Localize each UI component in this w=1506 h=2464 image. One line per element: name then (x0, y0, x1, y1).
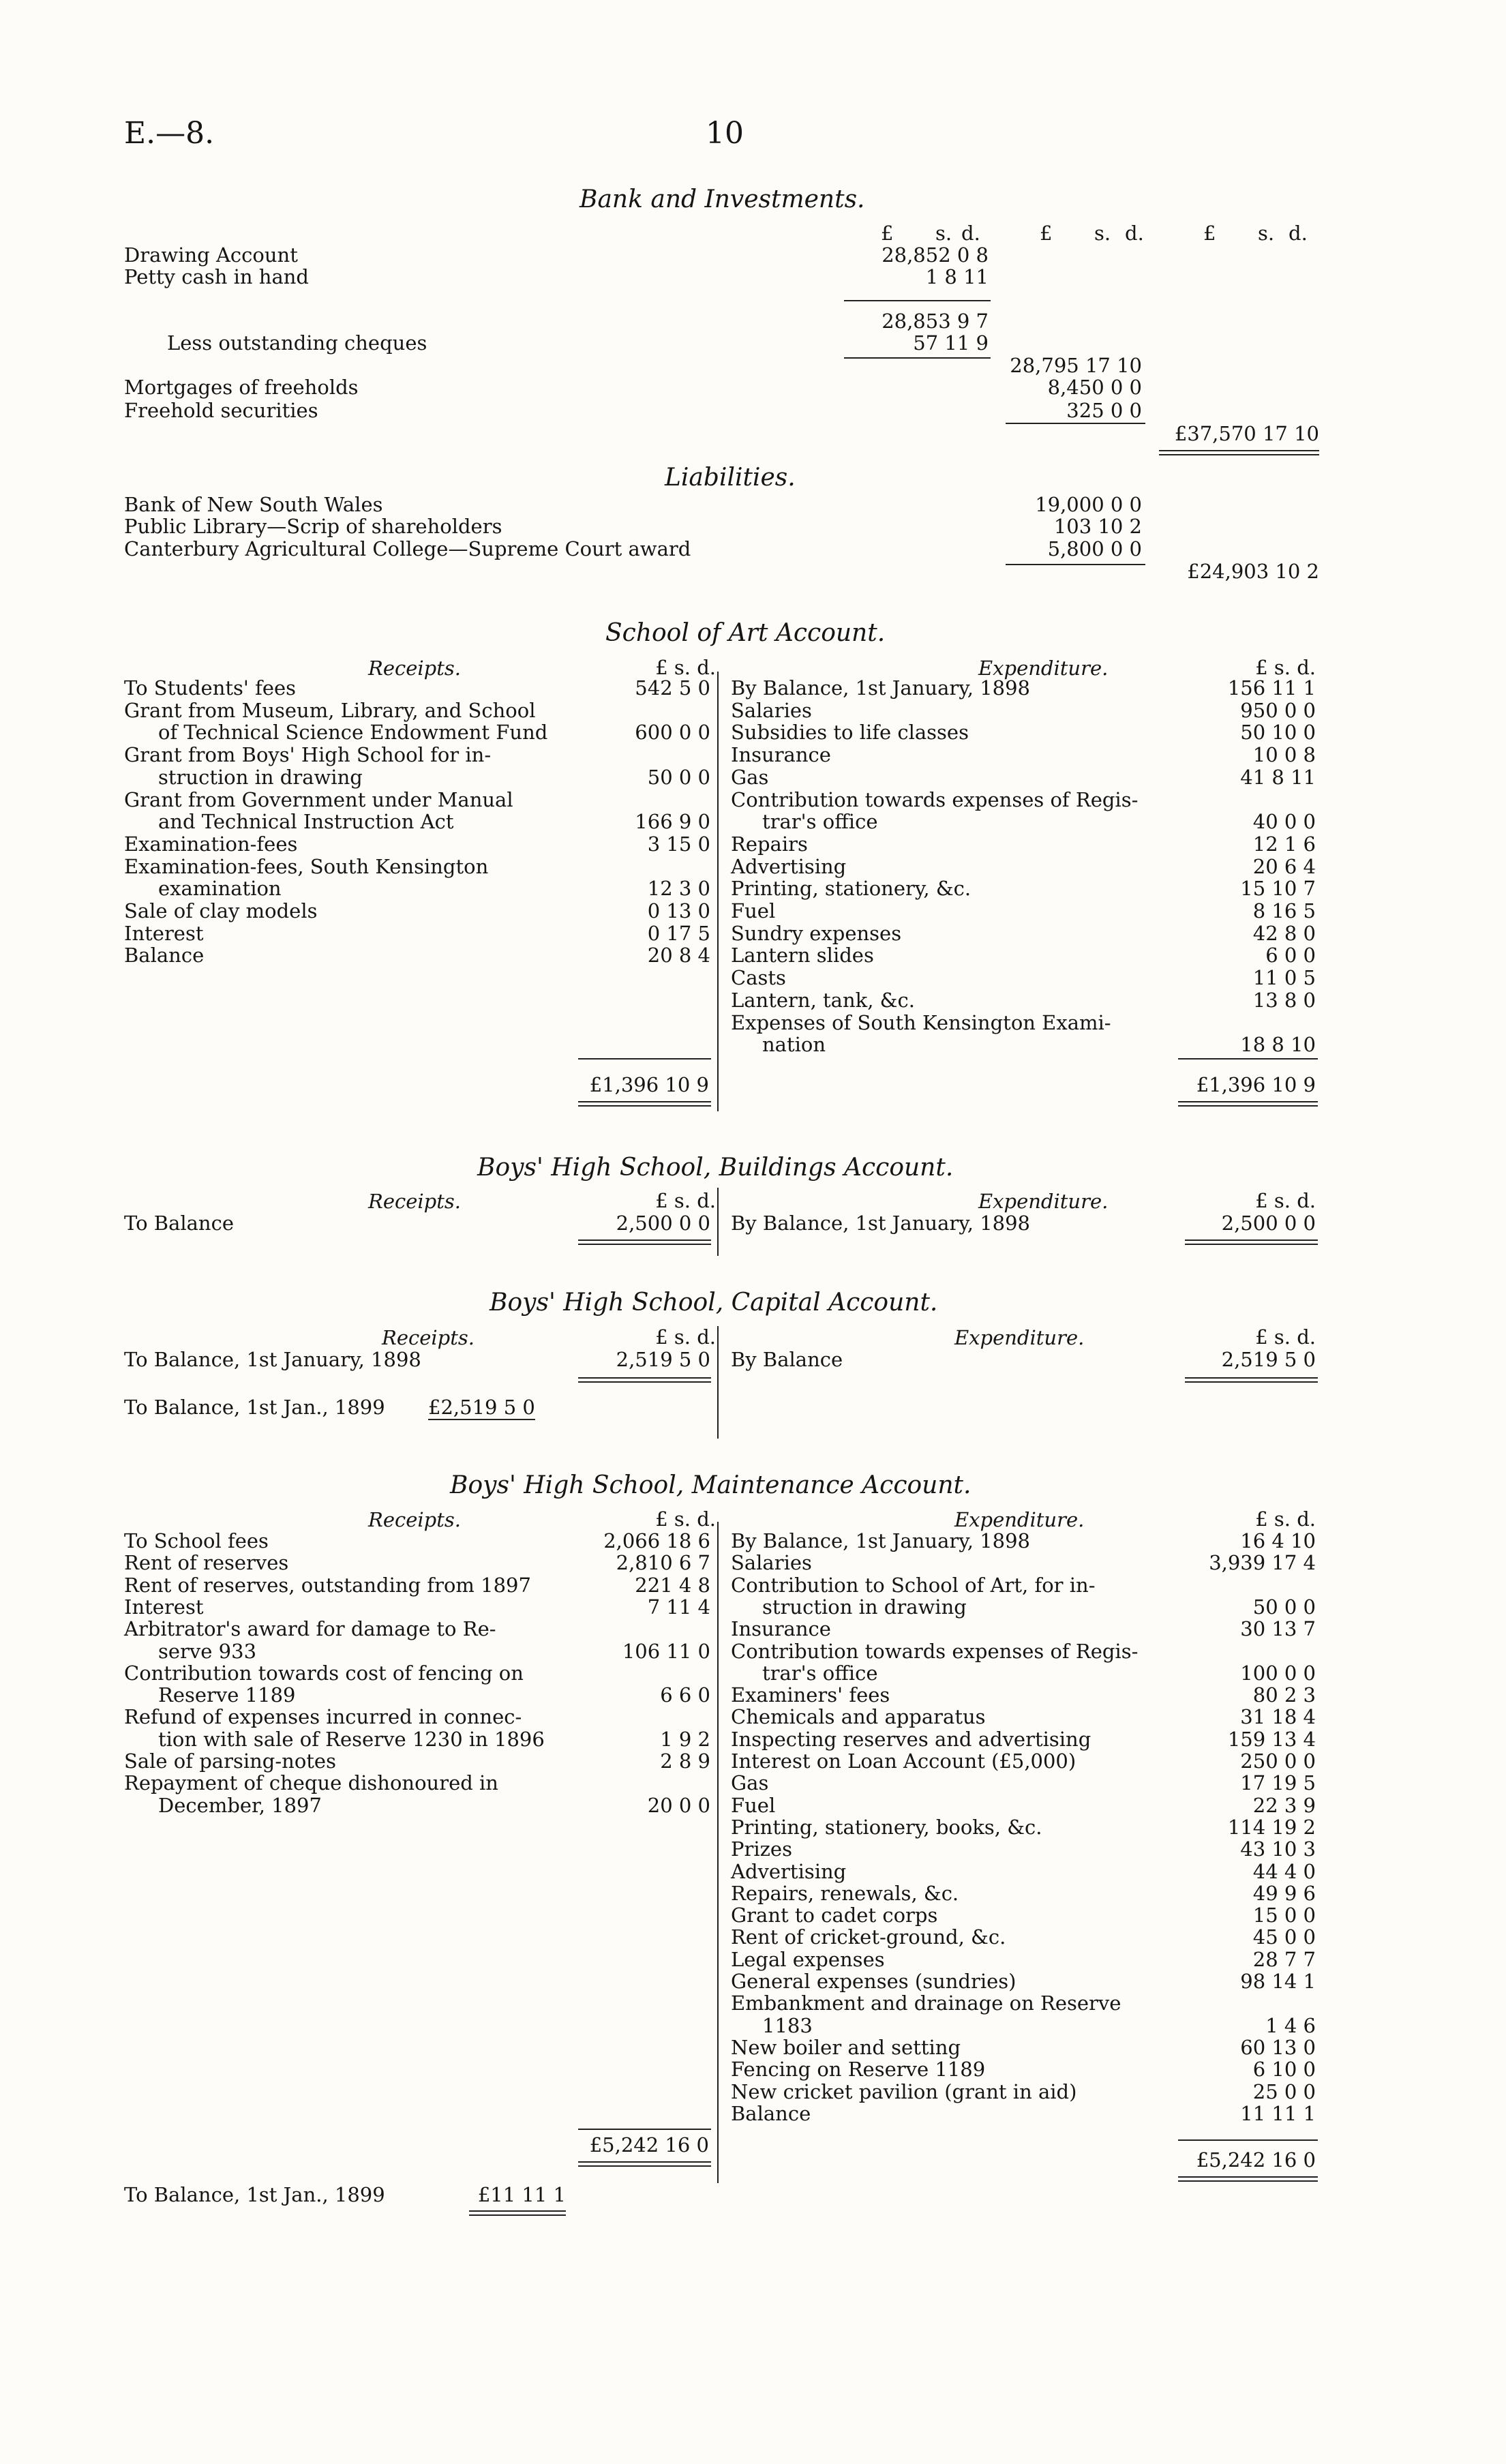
ledger-amount: 166 9 0 (635, 810, 710, 834)
maintenance-lsd-header: £ s. d. (655, 1507, 716, 1531)
ledger-line: To School fees (124, 1529, 269, 1552)
capital-expenditure-label: By Balance (731, 1348, 843, 1371)
ledger-line: Advertising (731, 854, 847, 878)
liability-label: Public Library—Scrip of shareholders (124, 515, 502, 538)
ledger-amount: 11 11 1 (1240, 2101, 1316, 2125)
rule (1178, 2139, 1318, 2141)
art-lsd-header: £ s. d. (1255, 656, 1316, 679)
ledger-line: Arbitrator's award for damage to Re- (124, 1617, 496, 1641)
capital-receipt-amount: 2,519 5 0 (616, 1348, 710, 1371)
ledger-amount: 2 8 9 (660, 1749, 710, 1773)
ledger-amount: 18 8 10 (1240, 1033, 1316, 1057)
capital-expenditure-amount: 2,519 5 0 (1221, 1348, 1316, 1371)
art-lsd-header: £ s. d. (655, 656, 716, 679)
ledger-amount: 600 0 0 (635, 721, 710, 745)
capital-expenditure-label: Expenditure. (954, 1326, 1085, 1349)
ledger-line: Interest on Loan Account (£5,000) (731, 1749, 1076, 1773)
ledger-line: Balance (731, 2101, 811, 2125)
double-rule (578, 1377, 711, 1383)
buildings-expenditure-label: By Balance, 1st January, 1898 (731, 1212, 1030, 1235)
ledger-line: December, 1897 (158, 1793, 322, 1817)
ledger-line: Examination-fees, South Kensington (124, 854, 489, 878)
ledger-amount: 13 8 0 (1252, 988, 1316, 1012)
ledger-line: Repairs, renewals, &c. (731, 1881, 959, 1905)
bank-amount: 8,450 0 0 (1047, 376, 1142, 399)
double-rule (578, 1101, 711, 1107)
double-rule (578, 1239, 711, 1245)
ledger-amount: 20 0 0 (647, 1793, 710, 1817)
bank-column-header: £ (1203, 222, 1216, 245)
ledger-amount: 16 4 10 (1240, 1529, 1316, 1552)
maintenance-total-receipts: £5,242 16 0 (589, 2133, 709, 2157)
liabilities-total: £24,903 10 2 (1187, 560, 1319, 583)
column-divider (717, 1326, 719, 1439)
ledger-amount: 45 0 0 (1252, 1925, 1316, 1949)
bank-column-header: s. (935, 222, 952, 245)
ledger-amount: 2,066 18 6 (603, 1529, 710, 1552)
maintenance-total-expenditure: £5,242 16 0 (1196, 2148, 1316, 2172)
maintenance-lsd-header: £ s. d. (1255, 1507, 1316, 1531)
ledger-amount: 159 13 4 (1227, 1727, 1316, 1751)
ledger-amount: 0 13 0 (647, 899, 710, 922)
ledger-amount: 1 9 2 (660, 1727, 710, 1751)
ledger-amount: 542 5 0 (635, 676, 710, 700)
buildings-expenditure-label: Expenditure. (978, 1190, 1109, 1213)
ledger-line: Subsidies to life classes (731, 721, 969, 745)
ledger-amount: 30 13 7 (1240, 1617, 1316, 1641)
ledger-line: Examination-fees (124, 832, 298, 856)
rule (1006, 423, 1145, 424)
buildings-title: Boys' High School, Buildings Account. (477, 1154, 954, 1182)
ledger-amount: 43 10 3 (1240, 1837, 1316, 1861)
bank-column-header: d. (961, 222, 980, 245)
ledger-line: New cricket pavilion (grant in aid) (731, 2079, 1077, 2103)
liability-label: Canterbury Agricultural College—Supreme Court award (124, 537, 691, 560)
ledger-line: Salaries (731, 698, 812, 722)
capital-receipts-label: Receipts. (382, 1326, 475, 1349)
ledger-line: tion with sale of Reserve 1230 in 1896 (158, 1727, 545, 1751)
bank-column-header: d. (1125, 222, 1144, 245)
page-reference: E.—8. (124, 116, 215, 151)
ledger-line: Grant from Government under Manual (124, 787, 513, 811)
bank-row-label: Drawing Account (124, 243, 298, 267)
ledger-line: Gas (731, 765, 769, 789)
ledger-line: Repairs (731, 832, 808, 856)
ledger-amount: 22 3 9 (1252, 1793, 1316, 1817)
ledger-line: Advertising (731, 1859, 847, 1883)
ledger-amount: 25 0 0 (1252, 2079, 1316, 2103)
double-rule (1178, 2176, 1318, 2182)
maintenance-expenditure-label: Expenditure. (954, 1508, 1085, 1531)
ledger-line: Rent of reserves (124, 1551, 289, 1575)
bank-amount: 1 8 11 (925, 265, 989, 288)
liabilities-title: Liabilities. (665, 464, 796, 492)
ledger-line: 1183 (762, 2013, 813, 2037)
ledger-amount: 3 15 0 (647, 832, 710, 856)
bank-row-label: Less outstanding cheques (167, 331, 427, 355)
ledger-amount: 15 10 7 (1240, 877, 1316, 901)
ledger-line: Fuel (731, 899, 776, 922)
ledger-amount: 11 0 5 (1252, 966, 1316, 990)
bank-amount: 57 11 9 (913, 331, 989, 355)
ledger-amount: 221 4 8 (635, 1573, 710, 1597)
art-total-receipts: £1,396 10 9 (589, 1073, 709, 1096)
bank-column-header: d. (1289, 222, 1308, 245)
ledger-line: By Balance, 1st January, 1898 (731, 676, 1030, 700)
ledger-amount: 250 0 0 (1240, 1749, 1316, 1773)
bank-net-amount: 28,795 17 10 (1010, 354, 1142, 377)
ledger-line: Sale of parsing-notes (124, 1749, 336, 1773)
buildings-expenditure-amount: 2,500 0 0 (1221, 1212, 1316, 1235)
double-rule (1178, 1101, 1318, 1107)
rule (844, 300, 991, 301)
ledger-line: Contribution to School of Art, for in- (731, 1573, 1096, 1597)
capital-receipt-label: To Balance, 1st January, 1898 (124, 1348, 421, 1371)
ledger-line: Contribution towards expenses of Regis- (731, 787, 1139, 811)
liability-amount: 19,000 0 0 (1035, 493, 1142, 516)
maintenance-carried-label: To Balance, 1st Jan., 1899 (124, 2183, 385, 2206)
ledger-line: examination (158, 877, 282, 901)
ledger-line: serve 933 (158, 1639, 257, 1663)
ledger-amount: 1 4 6 (1265, 2013, 1316, 2037)
ledger-line: Reserve 1189 (158, 1683, 296, 1707)
ledger-line: By Balance, 1st January, 1898 (731, 1529, 1030, 1552)
ledger-amount: 6 6 0 (660, 1683, 710, 1707)
buildings-receipt-amount: 2,500 0 0 (616, 1212, 710, 1235)
ledger-line: Fencing on Reserve 1189 (731, 2058, 986, 2082)
ledger-amount: 114 19 2 (1227, 1815, 1316, 1839)
ledger-amount: 50 0 0 (1252, 1595, 1316, 1619)
ledger-line: Legal expenses (731, 1947, 885, 1971)
buildings-receipts-label: Receipts. (368, 1190, 461, 1213)
rule (1178, 1058, 1318, 1060)
ledger-amount: 44 4 0 (1252, 1859, 1316, 1883)
bank-amount: 28,852 0 8 (882, 243, 989, 267)
capital-carried-amount: £2,519 5 0 (428, 1396, 535, 1419)
double-rule (469, 2210, 566, 2216)
liability-label: Bank of New South Wales (124, 493, 383, 516)
liability-amount: 103 10 2 (1053, 515, 1142, 538)
ledger-amount: 100 0 0 (1240, 1661, 1316, 1685)
bank-row-label: Petty cash in hand (124, 265, 309, 288)
ledger-line: nation (762, 1033, 826, 1057)
ledger-line: Insurance (731, 1617, 831, 1641)
bank-column-header: £ (881, 222, 894, 245)
ledger-amount: 80 2 3 (1252, 1683, 1316, 1707)
page-number: 10 (706, 116, 744, 151)
ledger-amount: 98 14 1 (1240, 1970, 1316, 1993)
ledger-line: trar's office (762, 810, 878, 834)
double-rule (1185, 1377, 1318, 1383)
ledger-amount: 41 8 11 (1240, 765, 1316, 789)
ledger-amount: 156 11 1 (1227, 676, 1316, 700)
ledger-amount: 8 16 5 (1252, 899, 1316, 922)
ledger-line: Grant from Boys' High School for in- (124, 743, 492, 767)
ledger-line: Expenses of South Kensington Exami- (731, 1010, 1111, 1034)
rule (1006, 564, 1145, 565)
ledger-line: Refund of expenses incurred in connec- (124, 1705, 522, 1729)
ledger-line: of Technical Science Endowment Fund (158, 721, 548, 745)
ledger-amount: 0 17 5 (647, 921, 710, 945)
ledger-line: General expenses (sundries) (731, 1970, 1016, 1993)
capital-lsd-header: £ s. d. (1255, 1325, 1316, 1349)
bank-total: £37,570 17 10 (1174, 422, 1319, 445)
maintenance-receipts-label: Receipts. (368, 1508, 461, 1531)
ledger-amount: 20 6 4 (1252, 854, 1316, 878)
ledger-line: Salaries (731, 1551, 812, 1575)
ledger-line: Casts (731, 966, 786, 990)
ledger-line: Fuel (731, 1793, 776, 1817)
ledger-line: struction in drawing (762, 1595, 967, 1619)
column-divider (717, 672, 719, 1111)
ledger-line: Lantern slides (731, 944, 874, 967)
bank-amount: 325 0 0 (1066, 399, 1142, 422)
bank-column-header: £ (1040, 222, 1053, 245)
ledger-line: Inspecting reserves and advertising (731, 1727, 1091, 1751)
ledger-amount: 7 11 4 (647, 1595, 710, 1619)
ledger-line: To Students' fees (124, 676, 297, 700)
bank-title: Bank and Investments. (579, 185, 865, 213)
ledger-amount: 106 11 0 (622, 1639, 710, 1663)
ledger-line: Contribution towards cost of fencing on (124, 1661, 524, 1685)
art-receipts-label: Receipts. (368, 657, 461, 680)
buildings-lsd-header: £ s. d. (655, 1189, 716, 1212)
ledger-amount: 12 3 0 (647, 877, 710, 901)
bank-subtotal: 28,853 9 7 (882, 310, 989, 333)
ledger-line: Lantern, tank, &c. (731, 988, 915, 1012)
ledger-amount: 3,939 17 4 (1209, 1551, 1316, 1575)
ledger-line: Sundry expenses (731, 921, 902, 945)
ledger-line: Printing, stationery, &c. (731, 877, 972, 901)
ledger-line: trar's office (762, 1661, 878, 1685)
double-rule (1159, 450, 1319, 455)
ledger-line: Interest (124, 1595, 204, 1619)
double-rule (1185, 1239, 1318, 1245)
ledger-line: Chemicals and apparatus (731, 1705, 986, 1729)
ledger-line: Grant from Museum, Library, and School (124, 698, 536, 722)
ledger-line: struction in drawing (158, 765, 363, 789)
ledger-line: Examiners' fees (731, 1683, 890, 1707)
ledger-line: Interest (124, 921, 204, 945)
buildings-receipt-label: To Balance (124, 1212, 235, 1235)
ledger-line: New boiler and setting (731, 2035, 961, 2059)
ledger-line: and Technical Instruction Act (158, 810, 454, 834)
ledger-line: Balance (124, 944, 205, 967)
ledger-line: Repayment of cheque dishonoured in (124, 1771, 498, 1795)
double-rule (578, 2161, 711, 2167)
ledger-amount: 20 8 4 (647, 944, 710, 967)
rule (578, 2129, 711, 2130)
ledger-amount: 28 7 7 (1252, 1947, 1316, 1971)
ledger-amount: 42 8 0 (1252, 921, 1316, 945)
ledger-line: Rent of reserves, outstanding from 1897 (124, 1573, 531, 1597)
ledger-line: Embankment and drainage on Reserve (731, 1992, 1121, 2015)
rule (844, 357, 991, 359)
rule (578, 1058, 711, 1060)
ledger-amount: 2,810 6 7 (616, 1551, 710, 1575)
ledger-line: Rent of cricket-ground, &c. (731, 1925, 1006, 1949)
capital-carried-label: To Balance, 1st Jan., 1899 (124, 1396, 385, 1419)
capital-lsd-header: £ s. d. (655, 1325, 716, 1349)
ledger-amount: 950 0 0 (1240, 698, 1316, 722)
ledger-amount: 50 0 0 (647, 765, 710, 789)
ledger-line: Prizes (731, 1837, 792, 1861)
ledger-amount: 49 9 6 (1252, 1881, 1316, 1905)
ledger-amount: 60 13 0 (1240, 2035, 1316, 2059)
ledger-line: Sale of clay models (124, 899, 318, 922)
liability-amount: 5,800 0 0 (1047, 537, 1142, 560)
bank-column-header: s. (1094, 222, 1111, 245)
capital-title: Boys' High School, Capital Account. (490, 1289, 938, 1317)
bank-row-label: Mortgages of freeholds (124, 376, 359, 399)
ledger-line: Gas (731, 1771, 769, 1795)
bank-column-header: s. (1258, 222, 1275, 245)
ledger-amount: 10 0 8 (1252, 743, 1316, 767)
buildings-lsd-header: £ s. d. (1255, 1189, 1316, 1212)
ledger-amount: 15 0 0 (1252, 1904, 1316, 1927)
ledger-amount: 12 1 6 (1252, 832, 1316, 856)
ledger-amount: 6 10 0 (1252, 2058, 1316, 2082)
column-divider (717, 1522, 719, 2183)
ledger-amount: 50 10 0 (1240, 721, 1316, 745)
ledger-line: Printing, stationery, books, &c. (731, 1815, 1042, 1839)
bank-row-label: Freehold securities (124, 399, 318, 422)
maintenance-title: Boys' High School, Maintenance Account. (450, 1471, 972, 1499)
column-divider (717, 1188, 719, 1256)
ledger-line: Grant to cadet corps (731, 1904, 938, 1927)
ledger-amount: 31 18 4 (1240, 1705, 1316, 1729)
ledger-line: Insurance (731, 743, 831, 767)
ledger-amount: 6 0 0 (1265, 944, 1316, 967)
art-title: School of Art Account. (605, 619, 886, 647)
ledger-amount: 17 19 5 (1240, 1771, 1316, 1795)
art-expenditure-label: Expenditure. (978, 657, 1109, 680)
ledger-amount: 40 0 0 (1252, 810, 1316, 834)
art-total-expenditure: £1,396 10 9 (1196, 1073, 1316, 1096)
maintenance-carried-amount: £11 11 1 (477, 2183, 566, 2206)
ledger-line: Contribution towards expenses of Regis- (731, 1639, 1139, 1663)
